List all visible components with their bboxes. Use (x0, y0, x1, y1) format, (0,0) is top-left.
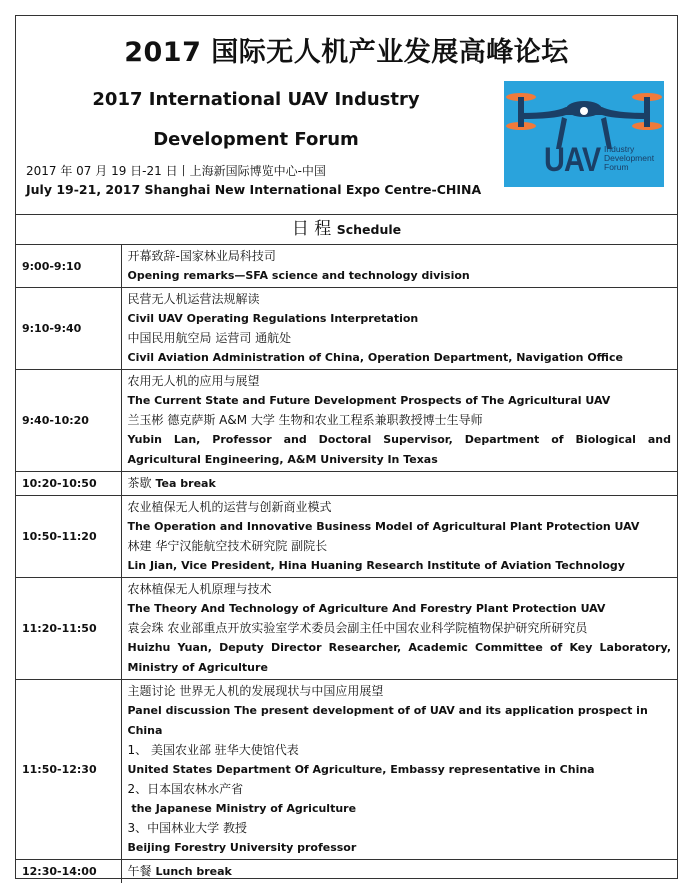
session-line-cn: 农林植保无人机原理与技术 (127, 582, 272, 596)
session-time: 12:30-14:00 (16, 860, 121, 884)
session-time: 10:20-10:50 (16, 472, 121, 496)
session-line-en: The Theory And Technology of Agriculture And Forestry Plant Protection UAV (127, 602, 606, 615)
agenda-document (15, 15, 678, 879)
session-details (121, 288, 677, 370)
session-line-cn: 林建 华宁汉能航空技术研究院 副院长 (127, 539, 328, 553)
session-line-cn: 农业植保无人机的运营与创新商业模式 (127, 500, 332, 514)
schedule-table (16, 245, 677, 883)
session-details (121, 370, 677, 472)
session-details (121, 245, 677, 288)
session-line (128, 474, 672, 494)
logo-text-line: Forum (604, 162, 629, 172)
session-details (121, 472, 677, 496)
session-line-en: The Operation and Innovative Business Model of Agricultural Plant Protection UAV (127, 520, 640, 533)
session-line-en: United States Department Of Agriculture, Embassy representative in China (127, 763, 595, 776)
title-english-line2: Development Forum (153, 129, 359, 150)
session-line-cn: 1、 美国农业部 驻华大使馆代表 (127, 743, 299, 757)
session-line-en: the Japanese Ministry of Agriculture (127, 802, 357, 815)
title-english-line1: 2017 International UAV Industry (92, 89, 420, 110)
session-line-cn: 2、日本国农林水产省 (127, 782, 244, 796)
session-time: 9:00-9:10 (16, 245, 121, 288)
schedule-row (16, 860, 677, 884)
schedule-row (16, 288, 677, 370)
schedule-heading (16, 215, 677, 245)
uav-forum-logo (504, 81, 664, 187)
session-line-cn: 3、中国林业大学 教授 (127, 821, 247, 835)
schedule-row (16, 472, 677, 496)
session-line-cn: 袁会珠 农业部重点开放实验室学术委员会副主任中国农业科学院植物保护研究所研究员 (127, 621, 588, 635)
session-line-en: Lunch break (155, 865, 232, 878)
session-line-cn: 民营无人机运营法规解读 (127, 292, 260, 306)
schedule-row (16, 245, 677, 288)
session-details (121, 496, 677, 578)
schedule-row (16, 370, 677, 472)
session-line-en: Opening remarks—SFA science and technology division (127, 269, 470, 282)
session-line-en: Civil UAV Operating Regulations Interpretation (127, 312, 419, 325)
session-details (121, 680, 677, 860)
logo-text-uav: UAV (544, 141, 601, 179)
session-time: 9:40-10:20 (16, 370, 121, 472)
session-time: 9:10-9:40 (16, 288, 121, 370)
title-chinese: 2017 国际无人机产业发展高峰论坛 (124, 37, 569, 68)
session-line-cn: 中国民用航空局 运营司 通航处 (127, 331, 292, 345)
session-line (128, 862, 672, 882)
session-line-en: Yubin Lan, Professor and Doctoral Supervisor, Department of Biological and Agricultural Engineering, A&M University In Texas (127, 433, 671, 466)
session-details (121, 578, 677, 680)
schedule-heading-cn: 日 程 (291, 219, 332, 239)
session-line-cn: 开幕致辞-国家林业局科技司 (127, 249, 276, 263)
session-line-en: Panel discussion The present development of of UAV and its application prospect in China (127, 704, 648, 737)
session-line-cn: 主题讨论 世界无人机的发展现状与中国应用展望 (127, 684, 384, 698)
session-line-en: Huizhu Yuan, Deputy Director Researcher, Academic Committee of Key Laboratory, Ministry of Agriculture (127, 641, 671, 674)
session-line-en: The Current State and Future Development Prospects of The Agricultural UAV (127, 394, 611, 407)
logo-text-line: Development (604, 153, 655, 163)
date-venue-chinese: 2017 年 07 月 19 日-21 日丨上海新国际博览中心-中国 (26, 164, 326, 178)
session-line-en: Beijing Forestry University professor (127, 841, 357, 854)
schedule-row (16, 496, 677, 578)
session-time: 11:20-11:50 (16, 578, 121, 680)
session-line-en: Civil Aviation Administration of China, Operation Department, Navigation Office (127, 351, 623, 364)
session-time: 10:50-11:20 (16, 496, 121, 578)
logo-text-line: Industry (604, 144, 635, 154)
session-line-cn: 茶歇 (127, 476, 152, 490)
session-line-cn: 午餐 (127, 864, 152, 878)
session-line-cn: 兰玉彬 德克萨斯 A&M 大学 生物和农业工程系兼职教授博士生导师 (127, 413, 483, 427)
session-line-en: Tea break (155, 477, 216, 490)
logo-subtitle (604, 145, 654, 172)
session-time: 11:50-12:30 (16, 680, 121, 860)
schedule-row (16, 578, 677, 680)
session-line-cn: 农用无人机的应用与展望 (127, 374, 260, 388)
schedule-row (16, 680, 677, 860)
schedule-heading-en: Schedule (336, 222, 402, 237)
session-line-en: Lin Jian, Vice President, Hina Huaning Research Institute of Aviation Technology (127, 559, 625, 572)
date-venue-english: July 19-21, 2017 Shanghai New International Expo Centre-CHINA (26, 182, 482, 197)
document-header (16, 16, 677, 215)
session-details (121, 860, 677, 884)
